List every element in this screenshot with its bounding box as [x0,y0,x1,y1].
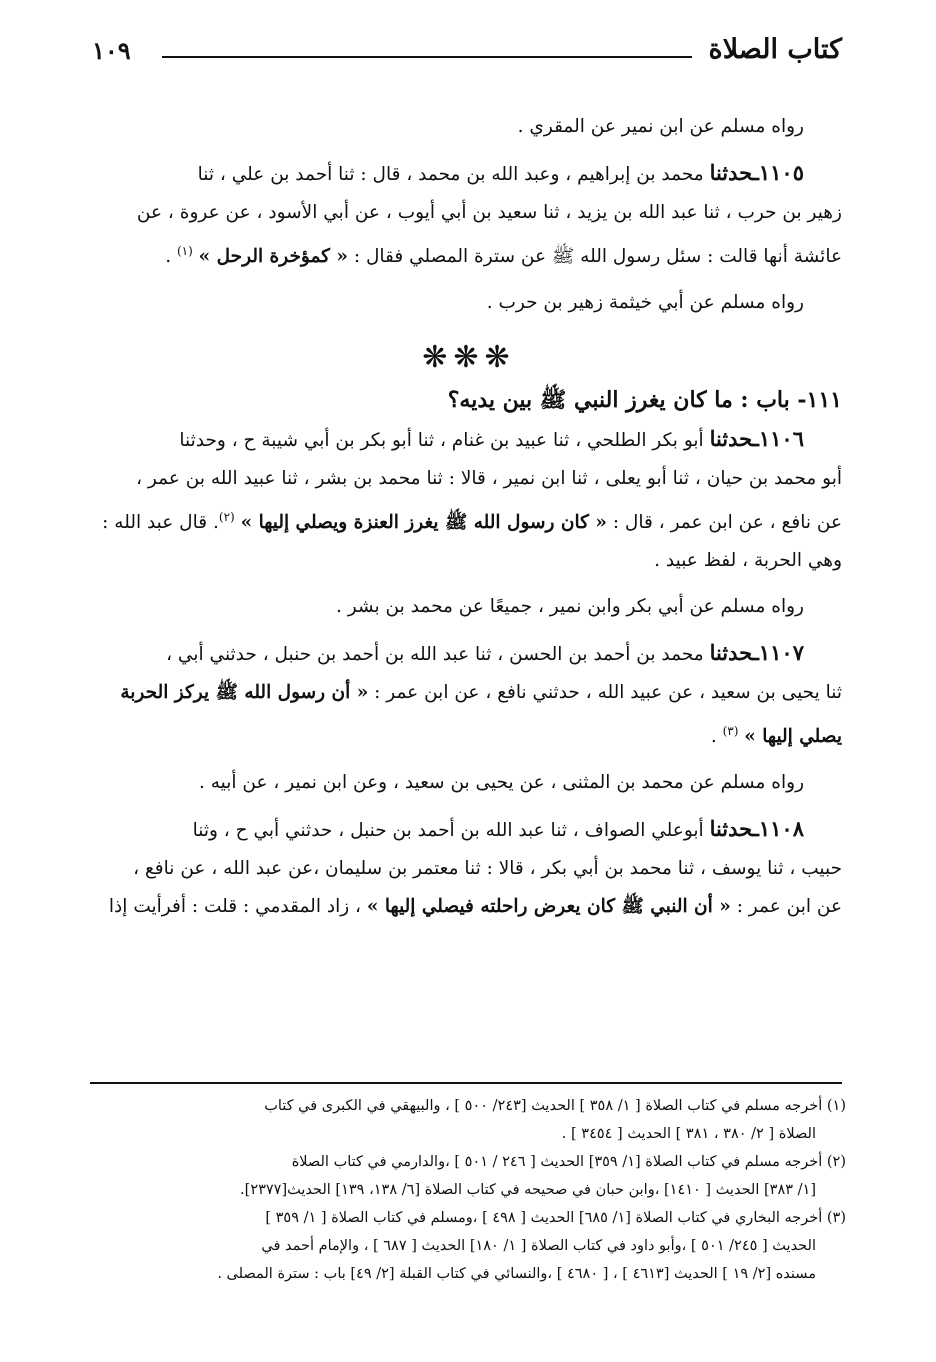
narration-line: رواه مسلم عن ابن نمير عن المقري . [517,116,804,137]
matn-quote: « كان رسول الله ﷺ يغرز العنزة ويصلي إليها » [240,512,607,534]
header-rule [162,56,692,58]
narration-line: رواه مسلم عن أبي خيثمة زهير بن حرب . [486,292,804,314]
hadith-text: عن نافع ، عن ابن عمر ، قال : [612,512,842,534]
running-header [92,34,842,74]
hadith-number-1106: ١١٠٦ـحدثنا [709,426,804,452]
footnote-ref-3: (٣) [722,724,739,739]
footnote-ref-1: (١) [176,244,193,258]
hadith-1108-line-3 [96,888,842,926]
hadith-1106-line-4: وهي الحربة ، لفظ عبيد . [654,550,842,572]
hadith-1108-line-1 [96,810,842,850]
matn-quote: « أن رسول الله ﷺ يركز الحربة [120,682,369,704]
hadith-text: عائشة أنها قالت : سئل رسول الله ﷺ عن سترة المصلي فقال : [353,246,842,268]
hadith-1107-line-2 [96,674,842,712]
matn-quote: « أن النبي ﷺ كان يعرض راحلته فيصلي إليها » [366,896,731,918]
isnad-text: أبوعلي الصواف ، ثنا عبد الله بن أحمد بن حنبل ، حدثني أبي ح ، وثنا [192,820,704,842]
matn-quote: « كمؤخرة الرحل » [198,246,348,268]
footnotes [96,1092,846,1288]
header-title: كتاب الصلاة [708,34,842,65]
isnad-text: محمد بن إبراهيم ، وعبد الله بن محمد ، قال : ثنا أحمد بن علي ، ثنا [197,164,704,185]
footnote-ref-2: (٢) [218,510,235,525]
matn-quote: يصلي إليها » [744,726,842,748]
hadith-text: عن ابن عمر : [736,896,842,918]
hadith-text: ثنا يحيى بن سعيد ، عن عبيد الله ، حدثني نافع ، عن ابن عمر : [374,682,842,704]
hadith-1107-line-3: يصلي إليها » $^{(٣)}$ . [710,724,842,748]
narration-line: رواه مسلم عن محمد بن المثنى ، عن يحيى بن سعيد ، وعن ابن نمير ، عن أبيه . [199,772,804,794]
footnote-3-cont: الحديث [ ٢٤٥/ ٥٠١ ] ،وأبو داود في كتاب الصلاة [ ١/ ١٨٠] الحديث [ ٦٨٧ ] ، والإمام أحمد في [261,1238,816,1254]
hadith-number-1105: ١١٠٥ـحدثنا [709,160,804,185]
hadith-1106-line-2: أبو محمد بن حيان ، ثنا أبو يعلى ، ثنا ابن نمير ، قالا : ثنا محمد بن بشر ، ثنا عبيد الله بن عمر ، [136,468,842,490]
hadith-1106-line-1 [96,420,842,460]
page-number: ١٠٩ [92,36,131,65]
narration-line: رواه مسلم عن أبي بكر وابن نمير ، جميعًا عن محمد بن بشر . [336,596,804,618]
isnad-text: أبو بكر الطلحي ، ثنا عبيد بن غنام ، ثنا أبو بكر بن أبي شيبة ح ، وحدثنا [179,430,704,452]
hadith-text: . قال عبد الله : [102,512,219,534]
footnote-2-cont: [١/ ٣٨٣] الحديث [ ١٤١٠] ،وابن حبان في صحيحه في كتاب الصلاة [٦/ ١٣٨، ١٣٩] الحديث[٢٣٧٧]. [240,1182,816,1198]
hadith-1107-line-1 [96,634,842,674]
hadith-number-1108: ١١٠٨ـحدثنا [709,816,804,842]
footnote-2: (٢) أخرجه مسلم في كتاب الصلاة [١/ ٣٥٩] الحديث [ ٢٤٦ / ٥٠١ ] ،والدارمي في كتاب الصلاة [291,1154,846,1170]
footnote-3-cont: مسنده [٢/ ١٩ ] الحديث [٤٦١٣ ] ، [ ٤٦٨٠ ] ،والنسائي في كتاب القبلة [٢/ ٤٩] باب : سترة المصلى . [217,1266,816,1282]
section-divider-stars: ❋❋❋ [422,340,516,376]
footnote-separator [90,1082,842,1084]
isnad-text: محمد بن أحمد بن الحسن ، ثنا عبد الله بن أحمد بن حنبل ، حدثني أبي ، [166,644,704,666]
hadith-1105-line-1 [96,154,842,194]
hadith-1105-line-2: زهير بن حرب ، ثنا عبد الله بن يزيد ، ثنا سعيد بن أبي أيوب ، عن أبي الأسود ، عن عروة ، عن [136,202,842,223]
main-text [96,108,842,926]
hadith-1106-line-3 [96,498,842,542]
hadith-text: ، زاد المقدمي : قلت : أفرأيت إذا [108,896,362,918]
hadith-1105-line-3: عائشة أنها قالت : سئل رسول الله ﷺ عن سترة المصلي فقال : « كمؤخرة الرحل » $^{(١)}$ . [165,244,842,268]
footnote-1-cont: الصلاة [ ٢/ ٣٨٠ ، ٣٨١ ] الحديث [ ٣٤٥٤ ] . [561,1126,816,1142]
footnote-1: (١) أخرجه مسلم في كتاب الصلاة [ ١/ ٣٥٨ ] الحديث [٢٤٣/ ٥٠٠ ] ، والبيهقي في الكبرى في كتاب [264,1098,846,1114]
footnote-3: (٣) أخرجه البخاري في كتاب الصلاة [١/ ٦٨٥] الحديث [ ٤٩٨ ] ،ومسلم في كتاب الصلاة [ ١/ ٣٥٩ ] [265,1210,846,1226]
hadith-number-1107: ١١٠٧ـحدثنا [709,640,804,666]
chapter-heading: ١١١- باب : ما كان يغرز النبي ﷺ بين يديه؟ [447,387,842,414]
hadith-1108-line-2: حبيب ، ثنا يوسف ، ثنا محمد بن أبي بكر ، قالا : ثنا معتمر بن سليمان ،عن عبد الله ، عن نافع ، [133,858,842,880]
